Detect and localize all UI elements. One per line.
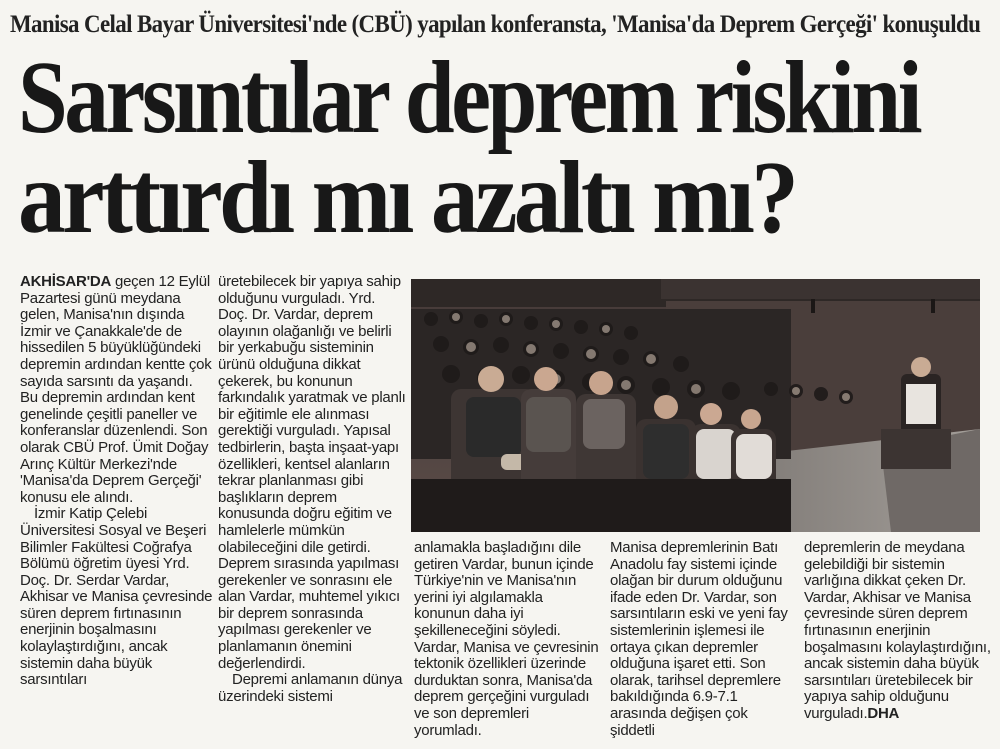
headline-line-1: Sarsıntılar deprem riskini	[18, 40, 920, 155]
dateline: AKHİSAR'DA	[20, 273, 112, 290]
headline-line-2: arttırdı mı azaltı mı?	[18, 140, 796, 255]
news-agency-credit: DHA	[867, 704, 900, 722]
audience-photo	[411, 279, 980, 532]
paragraph	[804, 540, 992, 723]
text-column-1	[20, 274, 213, 689]
text-column-4	[610, 540, 794, 739]
paragraph: üretebilecek bir yapıya sahip olduğunu vurguladı. Yrd. Doç. Dr. Vardar, deprem olayının olağanlığı ve belirli bir yerkabuğu sisteminin ürünü olduğuna dikkat çekerek, bu konunun farkındalık yaratmak ve planlı bir eğitimle ele alınması gerektiği vurguladı. Yapısal tedbirlerin, başta inşaat-yapı özellikleri, kentsel alanların tekrar planlanması gibi başlıkların deprem konusunda doğru eğitim ve hamlelerle mümkün olabileceğini dile getirdi. Deprem sırasında yapılması gerekenler ve sonrasını ele alan Vardar, muhtemel yıkıcı bir deprem sonrasında yapılması gerekenler ve planlamanın önemini değerlendirdi.	[218, 273, 406, 672]
text-column-5	[804, 540, 992, 723]
paragraph: Manisa depremlerinin Batı Anadolu fay sistemi içinde olağan bir durum olduğunu ifade eden Dr. Vardar, son sarsıntıların eski ve yeni fay sistemlerinin işlemesi ile ortaya çıkan depremler olduğuna işaret etti. Son olarak, tarihsel depremlere bakıldığında 6.9-7.1 arasında değişen çok şiddetli	[610, 539, 788, 739]
paragraph: İzmir Katip Çelebi Üniversitesi Sosyal ve Beşeri Bilimler Fakültesi Coğrafya Bölümü öğretim üyesi Yrd. Doç. Dr. Serdar Vardar, Akhisar ve Manisa çevresinde süren deprem fırtınasının enerjinin boşalmasını kolaylaştırdığını, ancak sistemin daha büyük sarsıntıları	[20, 505, 213, 689]
article-kicker: Manisa Celal Bayar Üniversitesi'nde (CBÜ) yapılan konferansta, 'Manisa'da Deprem Gerçeği' konuşuldu	[10, 9, 981, 38]
paragraph-text: depremlerin de meydana gelebildiği bir sistemin varlığına dikkat çeken Dr. Vardar, Akhisar ve Manisa çevresinde süren deprem fırtınasının enerjinin boşalmasını kolaylaştırdığını, ancak sistemin daha büyük sarsıntıları üretebilecek bir yapıya sahip olduğunu vurguladı.	[804, 539, 991, 722]
text-column-2	[218, 274, 408, 705]
text-column-3	[414, 540, 600, 739]
conference-audience-icon	[411, 279, 980, 532]
paragraph: Depremi anlamanın dünya üzerindeki sistemi	[218, 671, 403, 705]
paragraph-text: geçen 12 Eylül Pazartesi günü meydana gelen, Manisa'nın dışında İzmir ve Çanakkale'de de hissedilen 5 büyüklüğündeki depremin ardından kentte çok sayıda sarsıntı da yaşandı. Bu depremin ardından kent genelinde çeşitli paneller ve konferanslar düzenlendi. Son olarak CBÜ Prof. Ümit Doğay Arınç Kültür Merkezi'nde 'Manisa'da Deprem Gerçeği' konusu ele alındı.	[20, 273, 212, 506]
paragraph: anlamakla başladığını dile getiren Vardar, bunun içinde Türkiye'nin ve Manisa'nın yerini iyi algılamakla konunun daha iyi şekilleneceğini söyledi. Vardar, Manisa ve çevresinin tektonik özellikleri üzerinde durduktan sonra, Manisa'da deprem gerçeğini vurguladı ve son depremleri yorumladı.	[414, 539, 599, 739]
paragraph	[20, 274, 213, 506]
